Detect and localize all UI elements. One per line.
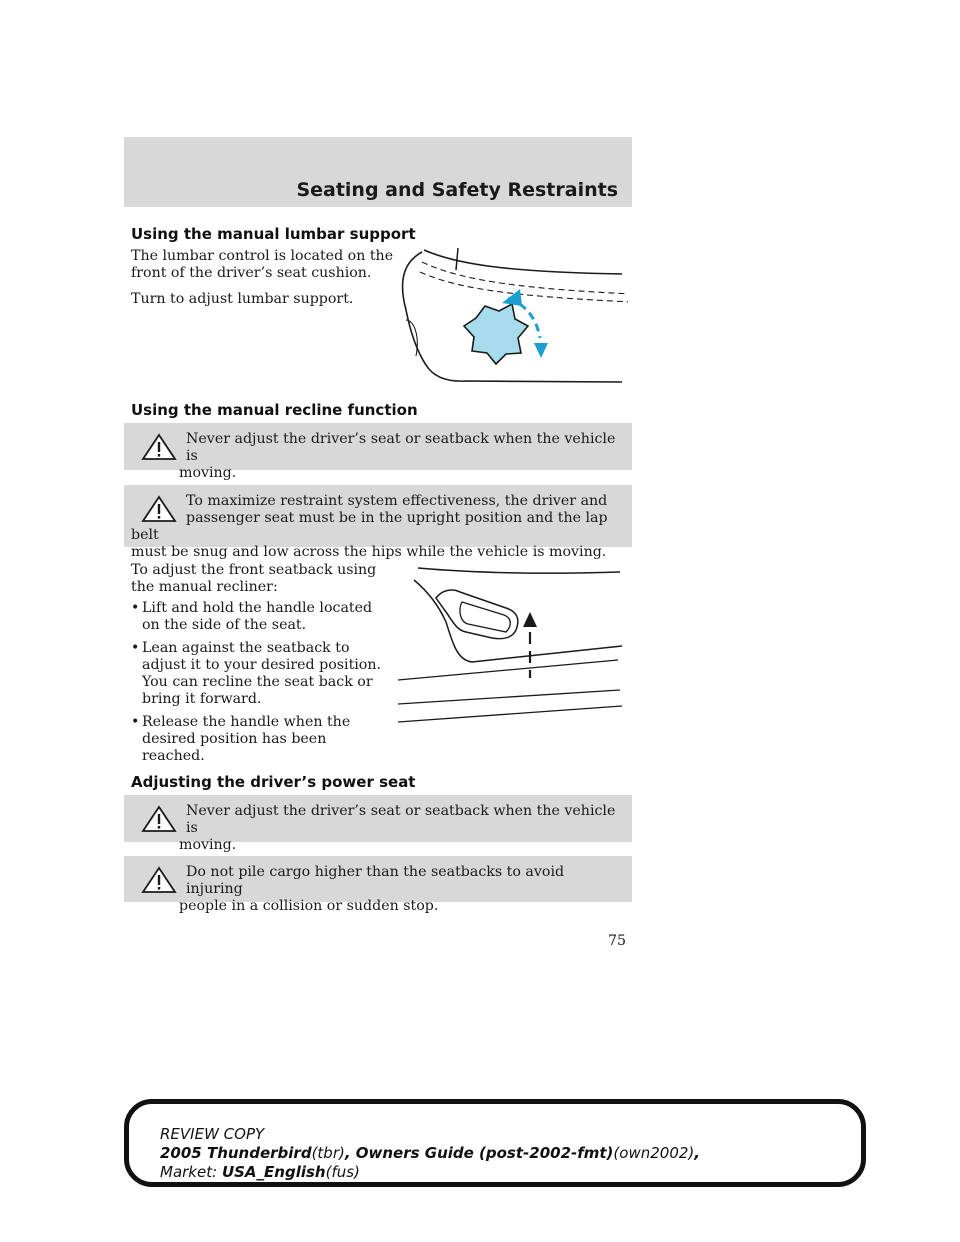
heading-power-seat: Adjusting the driver’s power seat xyxy=(131,773,416,791)
lumbar-knob-illustration xyxy=(396,240,628,390)
lumbar-knob xyxy=(464,304,528,364)
warning-text-power-1-line1: Never adjust the driver’s seat or seatback when the vehicle is xyxy=(186,803,616,836)
review-guide: , Owners Guide (post-2002-fmt) xyxy=(344,1144,614,1162)
warning-text-power-1-line2: moving. xyxy=(179,837,237,853)
recline-steps-list xyxy=(131,600,381,771)
review-copy-text xyxy=(160,1125,700,1182)
review-copy-title-line: 2005 Thunderbird(tbr), Owners Guide (post-2002-fmt)(own2002), xyxy=(160,1144,700,1162)
review-guide-code: (own2002) xyxy=(613,1144,695,1162)
warning-triangle-icon xyxy=(141,495,177,523)
review-copy-market-line xyxy=(160,1163,700,1182)
warning-text-power-2-line2: people in a collision or sudden stop. xyxy=(179,898,439,914)
recliner-handle-illustration xyxy=(396,560,628,730)
warning-triangle-icon xyxy=(141,866,177,894)
warning-text-power-2-line1: Do not pile cargo higher than the seatbacks to avoid injuring xyxy=(186,864,565,897)
header-band xyxy=(124,137,632,207)
warning-text-recline-1-line2: moving. xyxy=(179,465,237,481)
section-title: Seating and Safety Restraints xyxy=(296,179,618,201)
review-market-label: Market: xyxy=(160,1163,218,1181)
warning-box-recline-1 xyxy=(124,423,632,481)
lift-arrow-icon xyxy=(523,612,537,627)
lumbar-para-1 xyxy=(131,248,393,282)
lumbar-para-1-line2: front of the driver’s seat cushion. xyxy=(131,265,372,281)
warning-box-power-2 xyxy=(124,856,632,914)
warning-text-recline-2-line3: must be snug and low across the hips while the vehicle is moving. xyxy=(131,544,607,560)
review-market: USA_English xyxy=(221,1163,326,1181)
warning-box-power-1 xyxy=(124,795,632,853)
recline-intro-line2: the manual recliner: xyxy=(131,579,278,595)
heading-lumbar: Using the manual lumbar support xyxy=(131,225,416,243)
list-item: • Lift and hold the handle located on the side of the seat. xyxy=(131,600,381,634)
rotation-arrow-down-head xyxy=(534,343,548,358)
page-number: 75 xyxy=(608,933,627,949)
warning-text-recline-2-line1: To maximize restraint system effectiveness, the driver and xyxy=(186,493,608,509)
recline-intro xyxy=(131,562,376,596)
list-item: • Release the handle when the desired position has been reached. xyxy=(131,714,381,765)
review-market-code: (fus) xyxy=(325,1163,360,1181)
lumbar-para-2: Turn to adjust lumbar support. xyxy=(131,291,354,307)
warning-text-recline-1-line1: Never adjust the driver’s seat or seatback when the vehicle is xyxy=(186,431,616,464)
lumbar-para-1-line1: The lumbar control is located on the xyxy=(131,248,394,264)
review-model: 2005 Thunderbird xyxy=(160,1144,312,1162)
rotation-arrow-up-head xyxy=(502,289,522,306)
review-model-code: (tbr) xyxy=(311,1144,345,1162)
warning-text-recline-2-line2: passenger seat must be in the upright position and the lap belt xyxy=(131,510,608,543)
list-item: • Lean against the seatback to adjust it to your desired position. You can recline the seat back or bring it forward. xyxy=(131,640,381,708)
heading-recline: Using the manual recline function xyxy=(131,401,418,419)
warning-triangle-icon xyxy=(141,433,177,461)
warning-box-recline-2 xyxy=(124,485,632,560)
warning-triangle-icon xyxy=(141,805,177,833)
recline-intro-line1: To adjust the front seatback using xyxy=(131,562,377,578)
review-copy-label: REVIEW COPY xyxy=(160,1125,265,1143)
